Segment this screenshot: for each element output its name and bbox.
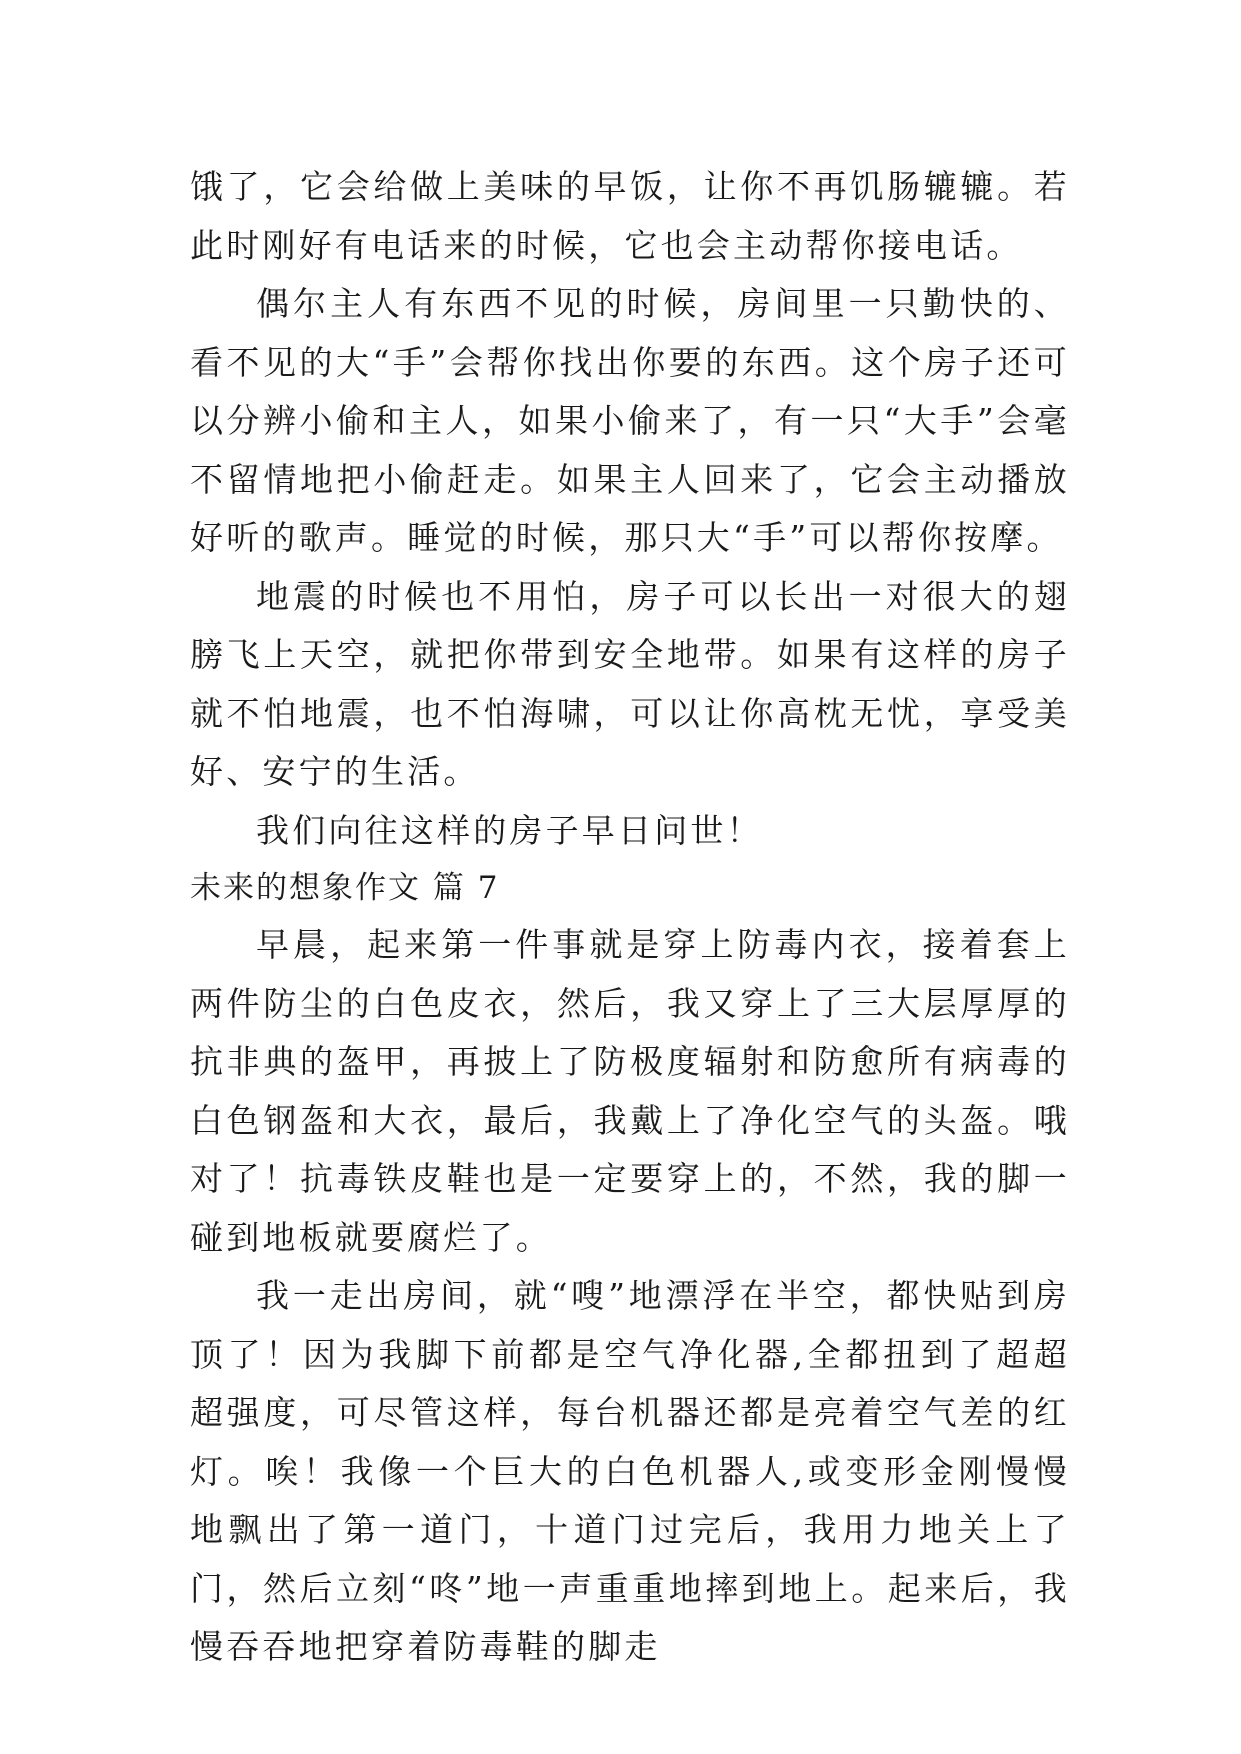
paragraph-2: 偶尔主人有东西不见的时候，房间里一只勤快的、看不见的大“手”会帮你找出你要的东西。这个房子还可以分辨小偷和主人，如果小偷来了，有一只“大手”会毫不留情地把小偷赶走。如果主人回来了，它会主动播放好听的歌声。睡觉的时候，那只大“手”可以帮你按摩。 <box>190 284 1070 557</box>
section-paragraph-2: 我一走出房间，就“嗖”地漂浮在半空，都快贴到房顶了！因为我脚下前都是空气净化器,全都扭到了超超超强度，可尽管这样，每台机器还都是亮着空气差的红灯。唉！我像一个巨大的白色机器人,或变形金刚慢慢地飘出了第一道门，十道门过完后，我用力地关上了门，然后立刻“咚”地一声重重地摔到地上。起来后，我慢吞吞地把穿着防毒鞋的脚走 <box>190 1276 1070 1666</box>
section-heading: 未来的想象作文 篇 7 <box>190 870 500 906</box>
paragraph-3: 地震的时候也不用怕，房子可以长出一对很大的翅膀飞上天空，就把你带到安全地带。如果有这样的房子就不怕地震，也不怕海啸，可以让你高枕无忧，享受美好、安宁的生活。 <box>190 576 1070 791</box>
section-paragraph-1: 早晨，起来第一件事就是穿上防毒内衣，接着套上两件防尘的白色皮衣，然后，我又穿上了三大层厚厚的抗非典的盔甲，再披上了防极度辐射和防愈所有病毒的白色钢盔和大衣，最后，我戴上了净化空气的头盔。哦对了！抗毒铁皮鞋也是一定要穿上的，不然，我的脚一碰到地板就要腐烂了。 <box>190 925 1070 1257</box>
paragraph-4: 我们向往这样的房子早日问世！ <box>256 810 763 850</box>
paragraph-1: 饿了，它会给做上美味的早饭，让你不再饥肠辘辘。若此时刚好有电话来的时候，它也会主动帮你接电话。 <box>190 167 1070 265</box>
document-page <box>190 158 1070 1677</box>
